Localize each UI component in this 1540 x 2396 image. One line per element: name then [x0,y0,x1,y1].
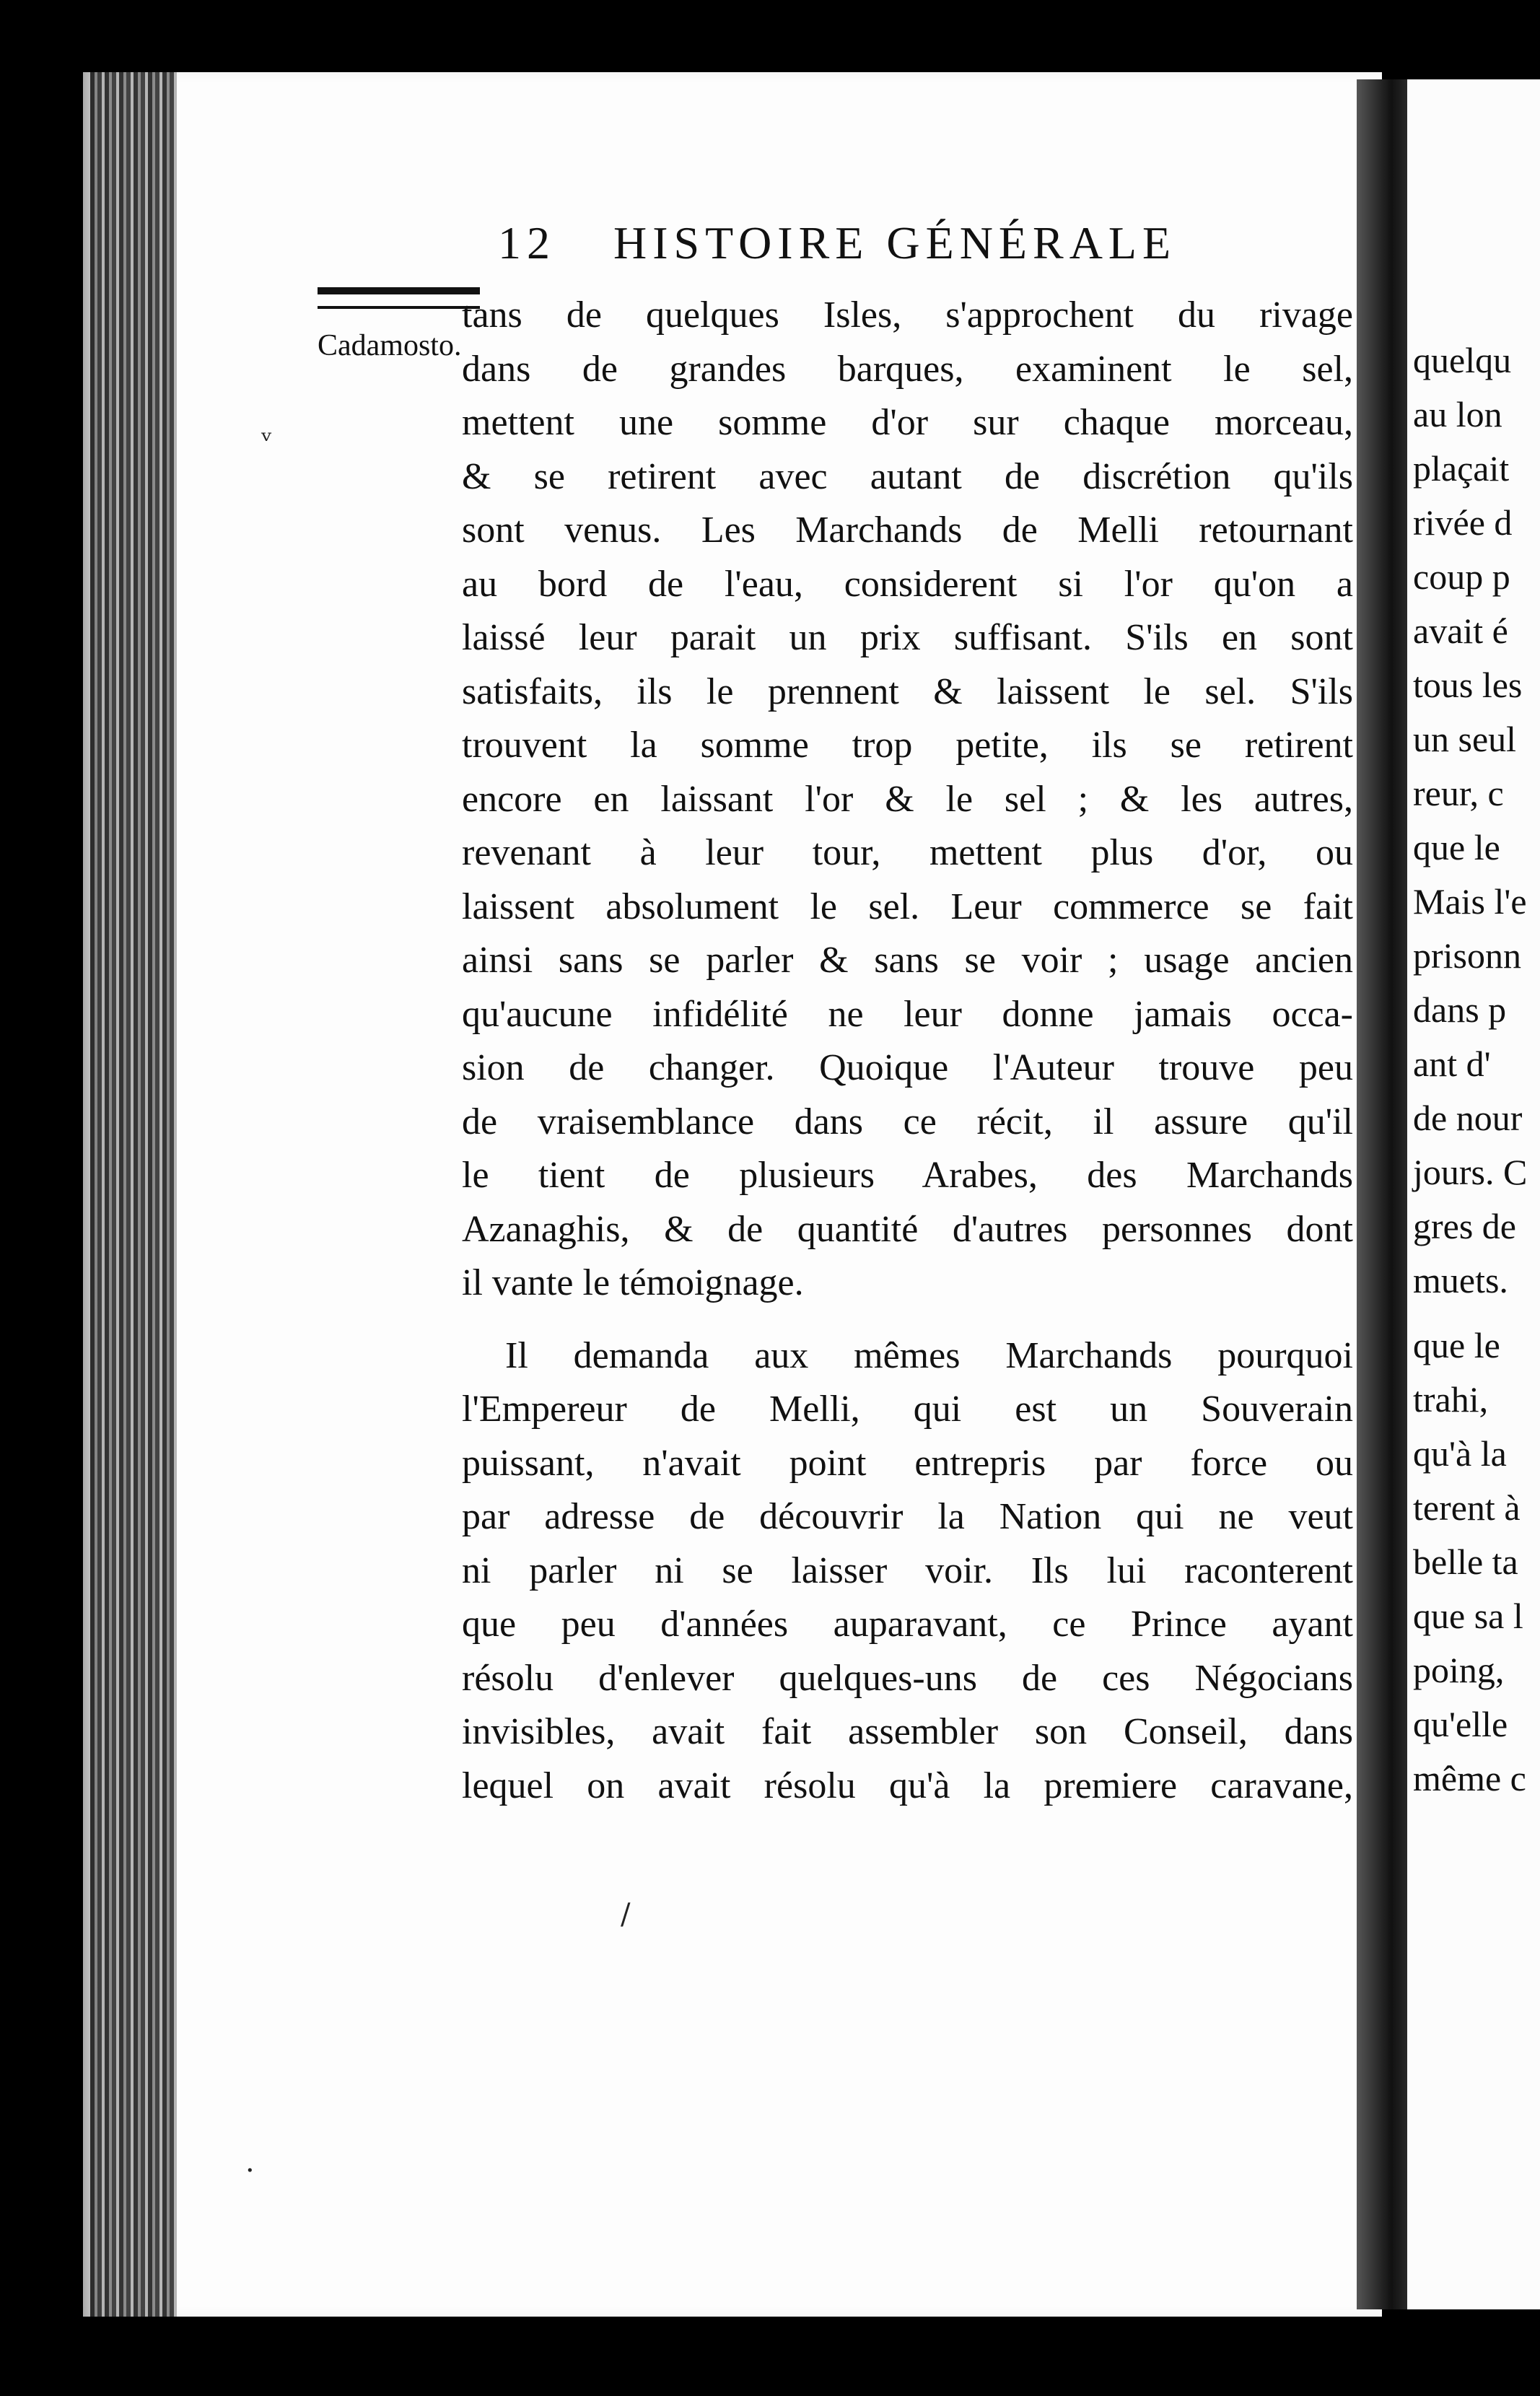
page-number: 12 [498,217,556,268]
fragment-line: trahi, [1413,1379,1489,1420]
fragment-line: quelqu [1413,340,1512,380]
text-line: sion de changer. Quoique l'Auteur trouve peu [462,1047,1353,1088]
text-line: que peu d'années auparavant, ce Prince ayant [462,1604,1353,1645]
text-line: ni parler ni se laisser voir. Ils lui raconterent [462,1549,1353,1591]
paragraph-gap [462,1311,1353,1329]
paragraph-1 [462,289,1353,1311]
fragment-line: poing, [1413,1650,1505,1690]
fragment-line: rivée d [1413,502,1513,543]
text-line: invisibles, avait fait assembler son Conseil, dans [462,1711,1353,1752]
fragment-line: muets. [1413,1260,1508,1300]
fragment-line: avait é [1413,611,1508,651]
fragment-line: que le [1413,827,1500,867]
text-line: satisfaits, ils le prennent & laissent le sel. S'ils [462,670,1353,712]
fragment-line: même c [1413,1758,1526,1798]
text-line: tans de quelques Isles, s'approchent du rivage [462,294,1353,336]
fragment-line: prisonn [1413,935,1521,976]
book-binding-left [90,72,177,2317]
text-line: au bord de l'eau, considerent si l'or qu'on a [462,563,1353,605]
fragment-line: terent à [1413,1487,1521,1528]
text-line: puissant, n'avait point entrepris par force ou [462,1442,1353,1484]
ink-mark: / [621,1898,631,1931]
text-line: le tient de plusieurs Arabes, des Marchands [462,1155,1353,1196]
fragment-line: dans p [1413,989,1507,1030]
margin-rule [318,287,480,309]
text-line: Azanaghis, & de quantité d'autres personnes dont [462,1208,1353,1250]
text-line: revenant à leur tour, mettent plus d'or, ou [462,832,1353,873]
text-line: encore en laissant l'or & le sel ; & les autres, [462,778,1353,820]
margin-note: Cadamosto. [318,329,462,362]
text-line: laissent absolument le sel. Leur commerce se fait [462,886,1353,927]
fragment-line: qu'à la [1413,1433,1507,1474]
fragment-line: que sa l [1413,1596,1523,1636]
book-gutter [1357,79,1414,2309]
running-title: HISTOIRE GÉNÉRALE [613,217,1177,268]
text-line: par adresse de découvrir la Nation qui ne veut [462,1496,1353,1537]
fragment-line: que le [1413,1325,1500,1365]
text-line: qu'aucune infidélité ne leur donne jamais occa- [462,993,1353,1035]
text-line: l'Empereur de Melli, qui est un Souverain [462,1389,1353,1430]
ink-mark: · [245,2154,255,2187]
fragment-line: de nour [1413,1098,1523,1138]
text-line: dans de grandes barques, examinent le sel, [462,348,1353,390]
fragment-line: jours. C [1413,1152,1528,1192]
text-line: laissé leur parait un prix suffisant. S'ils en sont [462,617,1353,658]
text-line: de vraisemblance dans ce récit, il assure qu'il [462,1101,1353,1142]
fragment-line: coup p [1413,556,1510,597]
text-line: résolu d'enlever quelques-uns de ces Négocians [462,1657,1353,1699]
fragment-line: plaçait [1413,448,1510,489]
text-line: sont venus. Les Marchands de Melli retournant [462,510,1353,551]
text-line: lequel on avait résolu qu'à la premiere caravane, [462,1765,1353,1806]
fragment-line: Mais l'e [1413,881,1527,922]
fragment-line: tous les [1413,665,1523,705]
paragraph-2 [462,1329,1353,1814]
fragment-line: reur, c [1413,773,1504,813]
fragment-line: au lon [1413,394,1502,434]
fragment-line: ant d' [1413,1044,1491,1084]
text-line: il vante le témoignage. [462,1262,804,1303]
text-line: ainsi sans se parler & sans se voir ; usage ancien [462,940,1353,981]
text-line: trouvent la somme trop petite, ils se retirent [462,725,1353,766]
fragment-line: gres de [1413,1206,1516,1246]
fragment-line: qu'elle [1413,1704,1508,1744]
text-line: mettent une somme d'or sur chaque morceau, [462,402,1353,443]
facing-page-fragment [1407,79,1540,2309]
fragment-line: belle ta [1413,1542,1518,1582]
ink-mark: ᵥ [261,415,272,448]
text-line: Il demanda aux mêmes Marchands pourquoi [505,1334,1353,1376]
fragment-line: un seul [1413,719,1517,759]
body-text [462,289,1353,1813]
text-line: & se retirent avec autant de discrétion qu'ils [462,455,1353,497]
